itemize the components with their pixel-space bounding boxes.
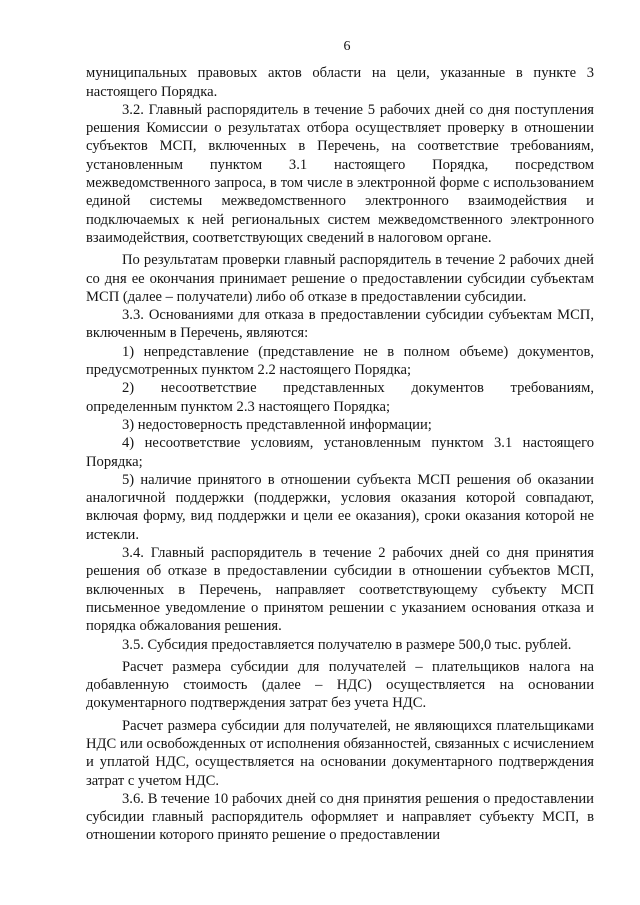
- list-item-1: 1) непредставление (представление не в полном объеме) документов, предусмотренных пунктом 2.2 настоящего Порядка;: [86, 343, 594, 379]
- paragraph-non-vat-payers: Расчет размера субсидии для получателей, не являющихся плательщиками НДС или освобожденных от исполнения обязанностей, связанных с исчислением и уплатой НДС, осуществляется на основании документарного подтверждения затрат с учетом НДС.: [86, 717, 594, 789]
- list-item-5: 5) наличие принятого в отношении субъекта МСП решения об оказании аналогичной поддержки (поддержки, условия оказания которой совпадают, включая форму, вид поддержки и цели ее оказания), сроки оказания которой не истекли.: [86, 471, 594, 543]
- paragraph-continuation: муниципальных правовых актов области на цели, указанные в пункте 3 настоящего Порядка.: [86, 65, 594, 100]
- list-item-3: 3) недостоверность представленной информации;: [122, 416, 432, 433]
- paragraph-check-results: По результатам проверки главный распорядитель в течение 2 рабочих дней со дня ее окончания принимает решение о предоставлении субсидии субъектам МСП (далее – получатели) либо об отказе в предоставлении субсидии.: [86, 252, 594, 305]
- paragraph-3-3: 3.3. Основаниями для отказа в предоставлении субсидии субъектам МСП, включенным в Перечень, являются:: [86, 307, 594, 342]
- paragraph-3-5: 3.5. Субсидия предоставляется получателю в размере 500,0 тыс. рублей.: [122, 636, 572, 653]
- paragraph-3-6: 3.6. В течение 10 рабочих дней со дня принятия решения о предоставлении субсидии главный распорядитель оформляет и направляет субъекту МСП, в отношении которого принято решение о предоставлении: [86, 790, 594, 844]
- paragraph-3-4: 3.4. Главный распорядитель в течение 2 рабочих дней со дня принятия решения об отказе в предоставлении субсидии в отношении субъектов МСП, включенных в Перечень, направляет соответствующему субъекту МСП письменное уведомление о принятом решении с указанием основания отказа и порядка обжалования решения.: [86, 545, 594, 635]
- list-item-4: 4) несоответствие условиям, установленным пунктом 3.1 настоящего Порядка;: [86, 435, 594, 470]
- list-item-2: 2) несоответствие представленных документов требованиям, определенным пунктом 2.3 настоящего Порядка;: [86, 380, 594, 415]
- page-number: 6: [343, 39, 351, 54]
- paragraph-vat-payers: Расчет размера субсидии для получателей – плательщиков налога на добавленную стоимость (далее – НДС) осуществляется на основании документарного подтверждения затрат без учета НДС.: [86, 658, 594, 712]
- paragraph-3-2: 3.2. Главный распорядитель в течение 5 рабочих дней со дня поступления решения Комиссии о результатах отбора осуществляет проверку в отношении субъектов МСП, включенных в Перечень, на соответствие требованиям, установленным пунктом 3.1 настоящего Порядка, посредством межведомственного запроса, в том числе в электронной форме с использованием единой системы межведомственного электронного взаимодействия и подключаемых к ней региональных систем межведомственного электронного взаимодействия, соответствующих сведений в налоговом органе.: [86, 101, 594, 246]
